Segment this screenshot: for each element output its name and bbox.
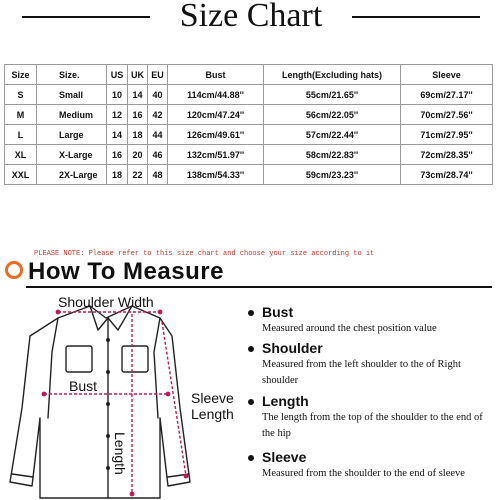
cell-eu: 42	[148, 105, 168, 125]
title-rule-right	[352, 16, 480, 18]
cell-length: 55cm/21.65''	[264, 85, 401, 105]
cell-size-name: Medium	[37, 105, 107, 125]
shirt-pocket-left	[66, 346, 92, 372]
length-label: Length	[112, 432, 128, 475]
size-note: PLEASE NOTE: Please refer to this size chart and choose your size according to it	[34, 250, 375, 258]
how-to-measure-title: How To Measure	[28, 258, 224, 285]
cell-length: 56cm/22.05''	[264, 105, 401, 125]
cell-size-name: X-Large	[37, 145, 107, 165]
cell-eu: 46	[148, 145, 168, 165]
measure-item-desc: Measured from the left shoulder to the of Right shoulder	[262, 359, 461, 386]
col-header-bust: Bust	[168, 65, 264, 85]
cell-us: 18	[107, 165, 128, 185]
cell-uk: 16	[128, 105, 148, 125]
col-header-eu: EU	[148, 65, 168, 85]
sleeve-point-bottom	[184, 474, 189, 479]
measure-item-title: Shoulder	[262, 340, 323, 356]
cell-bust: 114cm/44.88''	[168, 85, 264, 105]
shirt-button	[106, 402, 110, 406]
sleeve-label-line2: Length	[191, 406, 234, 422]
col-header-size: Size	[5, 65, 37, 85]
col-header-sleeve: Sleeve	[401, 65, 493, 85]
sleeve-length-line	[162, 322, 186, 476]
cell-size: S	[5, 85, 37, 105]
measure-item-title: Length	[262, 393, 309, 409]
cell-length: 57cm/22.44''	[264, 125, 401, 145]
shirt-button	[106, 338, 110, 342]
bust-point-left	[42, 392, 47, 397]
shirt-button	[106, 466, 110, 470]
title-rule-left	[22, 16, 150, 18]
cell-uk: 20	[128, 145, 148, 165]
table-row	[5, 105, 493, 125]
shirt-outline	[10, 306, 190, 498]
cell-size: XL	[5, 145, 37, 165]
cell-eu: 44	[148, 125, 168, 145]
cell-length: 59cm/23.23''	[264, 165, 401, 185]
shirt-pocket-right	[122, 346, 148, 372]
measure-item-desc: Measured around the chest position value	[262, 323, 437, 334]
table-row	[5, 145, 493, 165]
cell-uk: 22	[128, 165, 148, 185]
shirt-button	[106, 434, 110, 438]
measure-item-title: Sleeve	[262, 449, 307, 465]
table-header-row	[5, 65, 493, 85]
shirt-button	[106, 370, 110, 374]
table-row	[5, 125, 493, 145]
col-header-uk: UK	[128, 65, 148, 85]
length-point-bottom	[130, 492, 135, 497]
cell-size-name: Large	[37, 125, 107, 145]
cell-uk: 18	[128, 125, 148, 145]
cell-bust: 120cm/47.24''	[168, 105, 264, 125]
table-row	[5, 85, 493, 105]
cell-sleeve: 72cm/28.35''	[401, 145, 493, 165]
bullet-icon	[248, 399, 254, 405]
col-header-us: US	[107, 65, 128, 85]
measure-item-desc: Measured from the shoulder to the end of sleeve	[262, 468, 465, 479]
cell-us: 12	[107, 105, 128, 125]
cell-size: L	[5, 125, 37, 145]
col-header-length: Length(Excluding hats)	[264, 65, 401, 85]
cell-length: 58cm/22.83''	[264, 145, 401, 165]
shoulder-point-right	[158, 310, 163, 315]
cell-bust: 132cm/51.97''	[168, 145, 264, 165]
cell-sleeve: 73cm/28.74''	[401, 165, 493, 185]
shirt-cuff-left	[12, 474, 33, 477]
shirt-sleeve-seam-right	[154, 318, 160, 418]
table-row	[5, 165, 493, 185]
cell-size: XXL	[5, 165, 37, 185]
cell-us: 16	[107, 145, 128, 165]
measure-item-desc: The length from the top of the shoulder to the end of the hip	[262, 412, 483, 439]
cell-size-name: 2X-Large	[37, 165, 107, 185]
col-header-size-name: Size.	[37, 65, 107, 85]
size-table	[4, 64, 493, 185]
sleeve-label-line1: Sleeve	[191, 390, 234, 406]
shoulder-width-label: Shoulder Width	[58, 294, 154, 310]
bullet-icon	[248, 346, 254, 352]
cell-eu: 40	[148, 85, 168, 105]
circle-bullet-icon	[5, 261, 23, 279]
cell-size-name: Small	[37, 85, 107, 105]
cell-size: M	[5, 105, 37, 125]
cell-us: 14	[107, 125, 128, 145]
cell-us: 10	[107, 85, 128, 105]
cell-sleeve: 69cm/27.17''	[401, 85, 493, 105]
shoulder-point-left	[56, 310, 61, 315]
measure-item-title: Bust	[262, 304, 294, 320]
cell-sleeve: 70cm/27.56''	[401, 105, 493, 125]
cell-sleeve: 71cm/27.95''	[401, 125, 493, 145]
bust-point-right	[166, 392, 171, 397]
cell-bust: 138cm/54.33''	[168, 165, 264, 185]
bullet-icon	[248, 310, 254, 316]
size-chart-header	[0, 0, 496, 36]
cell-bust: 126cm/49.61''	[168, 125, 264, 145]
shirt-sleeve-seam-left	[48, 318, 58, 418]
bullet-icon	[248, 455, 254, 461]
page-title: Size Chart	[179, 0, 323, 34]
cell-uk: 14	[128, 85, 148, 105]
cell-eu: 48	[148, 165, 168, 185]
bust-label: Bust	[69, 378, 98, 394]
